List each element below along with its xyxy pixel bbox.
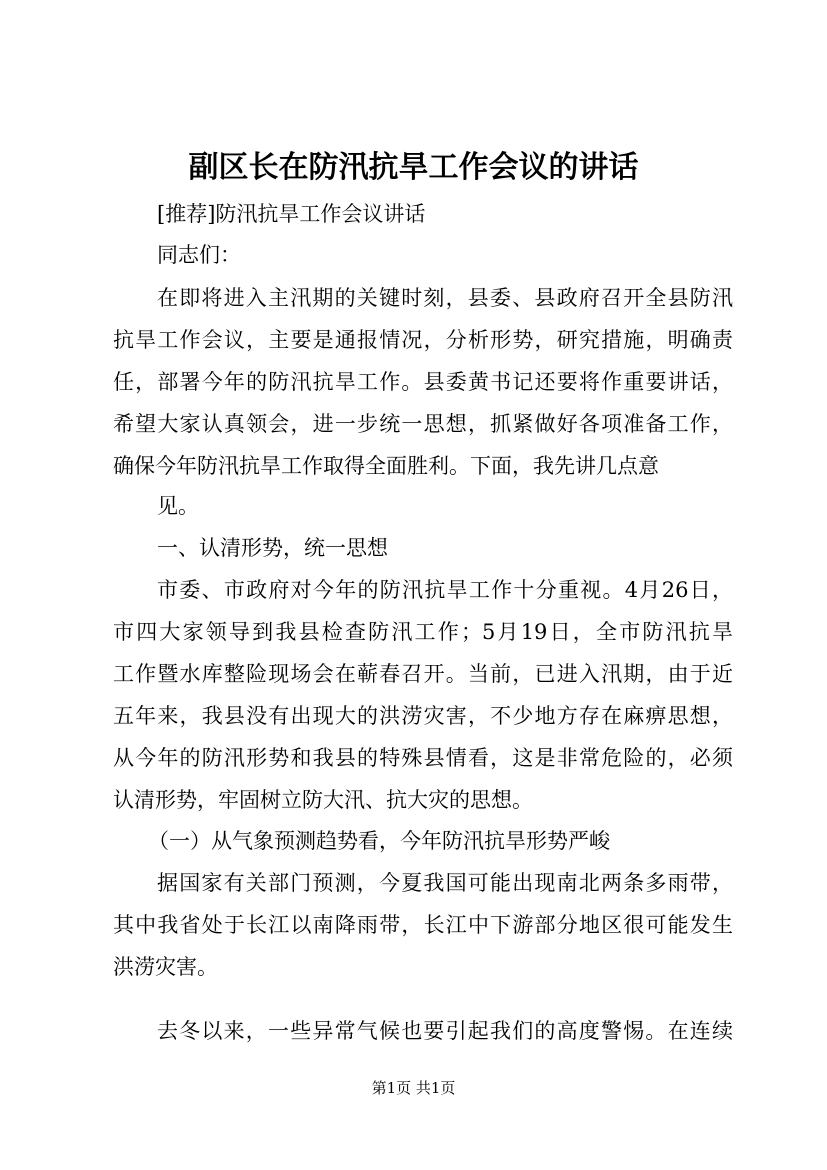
document-title: 副区长在防汛抗旱工作会议的讲话 <box>188 150 639 185</box>
section-heading: 一、认清形势，统一思想 <box>157 536 388 560</box>
paragraph-line: 见。 <box>157 494 199 518</box>
paragraph-line: 其中我省处于长江以南降雨带，长江中下游部分地区很可能发生 <box>113 913 733 937</box>
page-number: 第1页 共1页 <box>371 1079 456 1097</box>
paragraph-line: 在即将进入主汛期的关键时刻，县委、县政府召开全县防汛 <box>157 286 733 310</box>
paragraph-line: 任，部署今年的防汛抗旱工作。县委黄书记还要将作重要讲话， <box>113 370 733 394</box>
subtitle-line: [推荐]防汛抗旱工作会议讲话 <box>157 202 426 226</box>
paragraph-line: 去冬以来，一些异常气候也要引起我们的高度警惕。在连续 <box>157 1019 733 1043</box>
paragraph-line: 从今年的防汛形势和我县的特殊县情看，这是非常危险的，必须 <box>113 746 733 770</box>
paragraph-line: 希望大家认真领会，进一步统一思想，抓紧做好各项准备工作， <box>113 412 733 436</box>
paragraph-line: 工作暨水库整险现场会在蕲春召开。当前，已进入汛期，由于近 <box>113 662 733 686</box>
paragraph-line: 市委、市政府对今年的防汛抗旱工作十分重视。4月26日， <box>157 578 733 602</box>
paragraph-line: 抗旱工作会议，主要是通报情况，分析形势，研究措施，明确责 <box>113 328 733 352</box>
paragraph-line: 认清形势，牢固树立防大汛、抗大灾的思想。 <box>113 788 533 812</box>
salutation-line: 同志们： <box>157 243 241 267</box>
paragraph-line: 五年来，我县没有出现大的洪涝灾害，不少地方存在麻痹思想， <box>113 704 733 728</box>
paragraph-line: 据国家有关部门预测，今夏我国可能出现南北两条多雨带， <box>157 871 733 895</box>
paragraph-line: 确保今年防汛抗旱工作取得全面胜利。下面，我先讲几点意 <box>113 454 659 478</box>
paragraph-line: 洪涝灾害。 <box>113 955 218 979</box>
paragraph-line: 市四大家领导到我县检查防汛工作；5月19日，全市防汛抗旱 <box>113 620 733 644</box>
subsection-heading: （一）从气象预测趋势看，今年防汛抗旱形势严峻 <box>148 829 610 853</box>
